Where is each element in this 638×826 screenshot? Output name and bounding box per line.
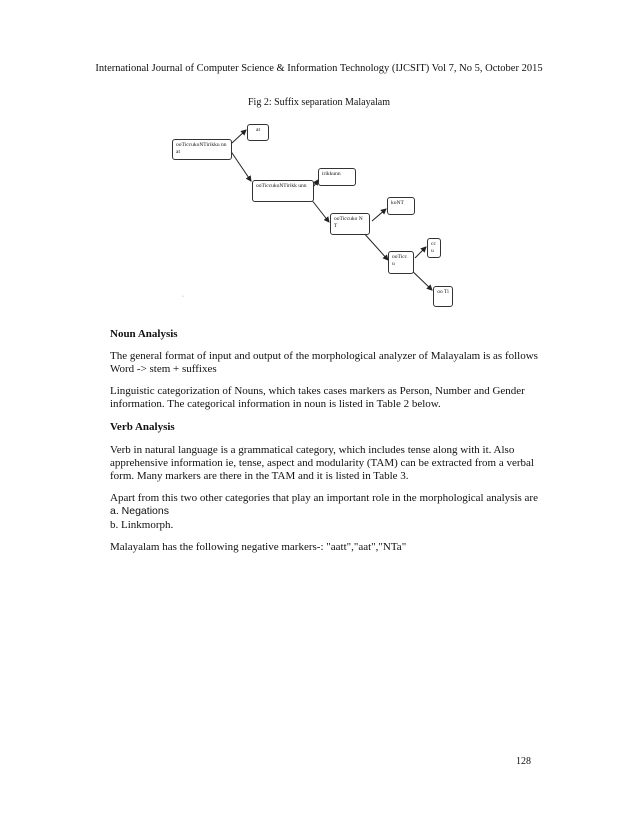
node-root: ooTiccukoNTirikku nnat [172,139,232,160]
figure-caption: Fig 2: Suffix separation Malayalam [247,97,390,108]
verb-paragraph-2-item-a: a. Negations [110,505,169,517]
edge-stem2-koNT [372,209,386,221]
node-ccu: cc u [427,238,441,258]
noun-paragraph-2-line-2: information. The categorical information in noun is listed in Table 2 below. [110,398,441,410]
noun-analysis-heading: Noun Analysis [110,328,178,340]
node-at: at [247,124,269,141]
node-ooTi: oo Ti [433,286,453,307]
edge-root-stem1 [230,150,251,181]
negative-markers-line: Malayalam has the following negative markers-: "aatt","aat","NTa" [110,541,407,553]
node-irikkunn: irikkunn [318,168,356,186]
verb-paragraph-1-line-2: apprehensive information ie, tense, aspect and modularity (TAM) can be extracted from a verbal [110,457,534,469]
verb-paragraph-1-line-3: form. Many markers are there in the TAM and it is listed in Table 3. [110,470,409,482]
noun-paragraph-1-line-2: Word -> stem + suffixes [110,363,217,375]
verb-paragraph-1-line-1: Verb in natural language is a grammatical category, which includes tense along with it. Also [110,444,515,456]
running-header: International Journal of Computer Science & Information Technology (IJCSIT) Vol 7, No 5, October 2015 [95,63,543,74]
edge-stem2-stem3 [362,231,388,260]
figure-speck: · [182,294,184,300]
node-stem3: ooTicc u [388,251,414,274]
edge-stem3-ccu [415,247,426,258]
noun-paragraph-2-line-1: Linguistic categorization of Nouns, which takes cases markers as Person, Number and Gender [110,385,525,397]
node-stem1: ooTiccukoNTirikk unn [252,180,314,202]
page-number: 128 [516,756,531,767]
edge-root-at [232,130,246,143]
verb-paragraph-2-item-b: b. Linkmorph. [110,519,174,531]
node-koNT: koNT [387,197,415,215]
verb-paragraph-2-line-1: Apart from this two other categories that play an important role in the morphological analysis are [110,492,538,504]
node-stem2: ooTiccuko NT [330,213,370,235]
verb-analysis-heading: Verb Analysis [110,421,175,433]
noun-paragraph-1-line-1: The general format of input and output of the morphological analyzer of Malayalam is as follows [110,350,538,362]
